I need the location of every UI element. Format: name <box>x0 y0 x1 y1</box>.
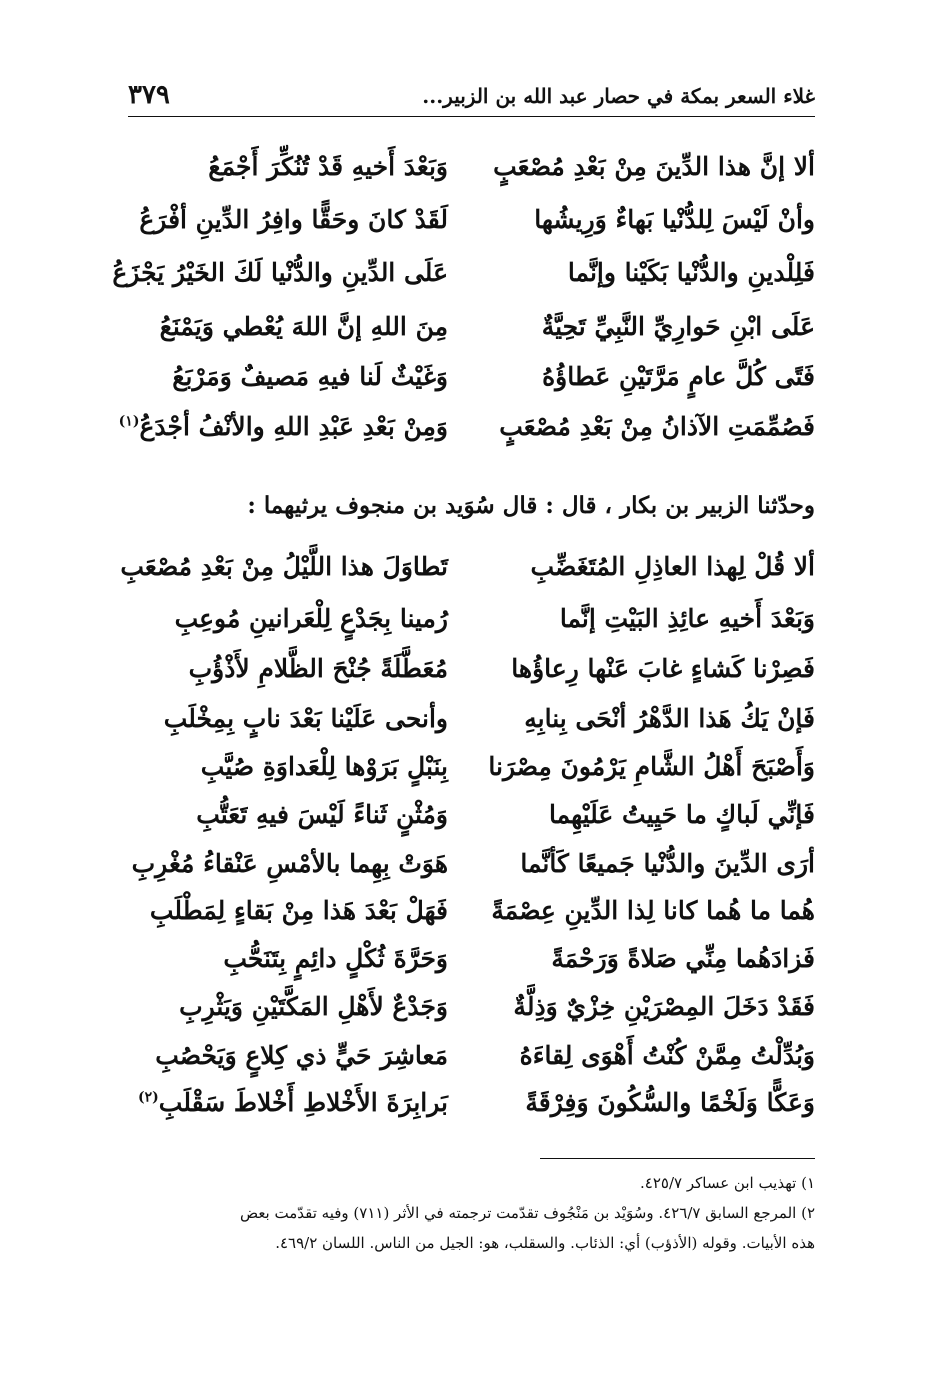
verse-second-hemistich: فَهَلْ بَعْدَ هَذا مِنْ بَقاءٍ لِمَطْلَبِ <box>149 896 448 925</box>
verse-second-hemistich: لَقَدْ كانَ وحَقًّا وافِرُ الدِّينِ أفْرَعُ <box>139 205 448 234</box>
running-title: غلاء السعر بمكة في حصار عبد الله بن الزبير... <box>422 84 815 108</box>
verse-first-hemistich: فَتًى كُلَّ عامٍ مَرَّتَيْنِ عَطاؤُهُ <box>542 362 815 391</box>
poem2-verse <box>128 1041 815 1087</box>
poem1-verse <box>112 258 815 304</box>
footnote-marker: (٢) <box>138 1089 159 1106</box>
verse-first-hemistich: وَأَصْبَحَ أَهْلُ الشَّامِ يَرْمُونَ مِصْرَنا <box>488 752 815 781</box>
verse-first-hemistich: ألا قُلْ لِهذا العاذِلِ المُتَغَضِّبِ <box>530 552 815 581</box>
verse-first-hemistich: فَصِرْنا كَشاءٍ غابَ عَنْها رِعاؤُها <box>511 654 815 683</box>
verse-second-hemistich: مِنَ اللهِ إنَّ اللهَ يُعْطي وَيَمْنَعُ <box>159 312 448 341</box>
poem1-verse <box>128 312 815 358</box>
poem1-verse <box>128 152 815 198</box>
prose-intro: وحدّثنا الزبير بن بكار ، قال : قال سُوَيد بن منجوف يرثيهما : <box>247 492 815 519</box>
verse-first-hemistich: عَلَى ابْنِ حَوارِيِّ النَّبِيِّ تَحِيَّةٌ <box>541 312 815 341</box>
verse-second-hemistich: مُعَطَّلَةً جُنْحَ الظَّلامِ لأَذْؤُبِ <box>188 654 448 683</box>
verse-first-hemistich: فَلِلْدينِ والدُّنْيا بَكَيْنا وإنَّما <box>567 258 815 287</box>
verse-first-hemistich: ألا إنَّ هذا الدِّينَ مِنْ بَعْدِ مُصْعَبٍ <box>493 152 815 181</box>
verse-second-hemistich: وَمِنْ بَعْدِ عَبْدِ اللهِ والأنْفُ أجْدَعُ$^{(١)}$ <box>118 412 448 441</box>
verse-second-hemistich: هَوَتْ بِهِما بالأمْسِ عَنْقاءُ مُغْرِبِ <box>131 849 448 878</box>
running-header <box>128 78 815 117</box>
poem2-verse <box>128 896 815 942</box>
poem2-verse <box>128 1088 815 1134</box>
page-number: ٣٧٩ <box>128 80 170 110</box>
verse-second-hemistich: وأنحى عَلَيْنا بَعْدَ نابٍ بِمِخْلَبِ <box>163 704 448 733</box>
verse-second-hemistich: وَبَعْدَ أَخيهِ قَدْ تُنُكِّرَ أَجْمَعُ <box>208 152 448 181</box>
poem2-verse <box>128 752 815 798</box>
verse-first-hemistich: فَقَدْ دَخَلَ المِصْرَيْنِ خِزْيٌ وَذِلَّةٌ <box>513 992 815 1021</box>
poem2-verse <box>128 604 815 650</box>
poem1-verse <box>128 205 815 251</box>
footnote-2: ٢) المرجع السابق ٤٢٦/٧. وسُوَيْد بن مَنْجُوف تقدّمت ترجمته في الأثر (٧١١) وفيه تقدّمت بعض <box>239 1204 815 1222</box>
verse-second-hemistich: بِنَبْلٍ بَرَوْها لِلْعَداوَةِ صُيَّبِ <box>200 752 448 781</box>
poem2-verse <box>128 800 815 846</box>
poem2-verse <box>120 552 815 598</box>
verse-second-hemistich: وَحَرَّةَ ثُكْلٍ دائِمٍ بِتَنَحُّبِ <box>223 944 448 973</box>
verse-second-hemistich: رُمينا بِجَدْعٍ لِلْعَرانينِ مُوعِبِ <box>174 604 448 633</box>
verse-second-hemistich: مَعاشِرَ حَيٍّ ذي كِلاعٍ وَيَحْصُبِ <box>155 1041 448 1070</box>
verse-first-hemistich: وأنْ لَيْسَ لِلدُّنْيا بَهاءٌ وَرِيشُها <box>534 205 815 234</box>
verse-first-hemistich: فَزادَهُما مِنِّي صَلاةً وَرَحْمَةً <box>551 944 815 973</box>
verse-second-hemistich: وَغَيْثٌ لَنا فيهِ مَصيفٌ وَمَرْبَعُ <box>172 362 448 391</box>
verse-first-hemistich: وَعَكًّا وَلَخْمًا والسُّكُونَ وَفِرْقَةً <box>525 1088 815 1117</box>
footnotes <box>108 1168 815 1258</box>
poem2-verse <box>128 704 815 750</box>
verse-first-hemistich: وَبُدِّلْتُ مِمَّنْ كُنْتُ أَهْوَى لِقاءَهُ <box>519 1041 815 1070</box>
poem1-verse <box>118 412 815 458</box>
poem2-verse <box>128 849 815 895</box>
footnote-2-continued: هذه الأبيات. وقوله (الأذؤب) أي: الذئاب. والسقلب، هو: الجيل من الناس. اللسان ٤٦٩/٢. <box>275 1234 815 1252</box>
poem2-verse <box>128 654 815 700</box>
verse-second-hemistich: عَلَى الدِّينِ والدُّنْيا لَكَ الخَيْرُ يَجْزَعُ <box>112 258 448 287</box>
verse-second-hemistich: وَمُثْنٍ ثَناءً لَيْسَ فيهِ تَعَتُّبِ <box>196 800 448 829</box>
verse-second-hemistich: بَرابِرَةَ الأَخْلاطِ أَخْلاطَ سَقْلَبِ$^{(٢)}$ <box>138 1088 448 1117</box>
verse-first-hemistich: فَإنِّي لَباكٍ ما حَيِيتُ عَلَيْهِما <box>549 800 815 829</box>
footnote-marker: (١) <box>118 413 140 430</box>
verse-first-hemistich: أرَى الدِّينَ والدُّنْيا جَميعًا كَأنَّما <box>520 849 815 878</box>
verse-first-hemistich: هُما ما هُما كانا لِذا الدِّينِ عِصْمَةً <box>491 896 815 925</box>
verse-first-hemistich: فَإنْ يَكُ هَذا الدَّهْرُ أنْحَى بِنابِهِ <box>524 704 815 733</box>
footnote-1: ١) تهذيب ابن عساكر ٤٢٥/٧. <box>640 1174 815 1192</box>
verse-second-hemistich: وَجَدْعٌ لأَهْلِ المَكَّتَيْنِ وَيَثْرِبِ <box>179 992 448 1021</box>
verse-second-hemistich: تَطاوَلَ هذا اللَّيْلُ مِنْ بَعْدِ مُصْعَبِ <box>120 552 448 581</box>
footnote-divider <box>540 1158 815 1159</box>
verse-first-hemistich: وَبَعْدَ أَخيهِ عائِذِ البَيْتِ إنَّما <box>559 604 815 633</box>
poem1-verse <box>128 362 815 408</box>
poem2-verse <box>128 944 815 990</box>
poem2-verse <box>128 992 815 1038</box>
verse-first-hemistich: فَصُمِّمَتِ الآذانُ مِنْ بَعْدِ مُصْعَبٍ <box>499 412 815 441</box>
